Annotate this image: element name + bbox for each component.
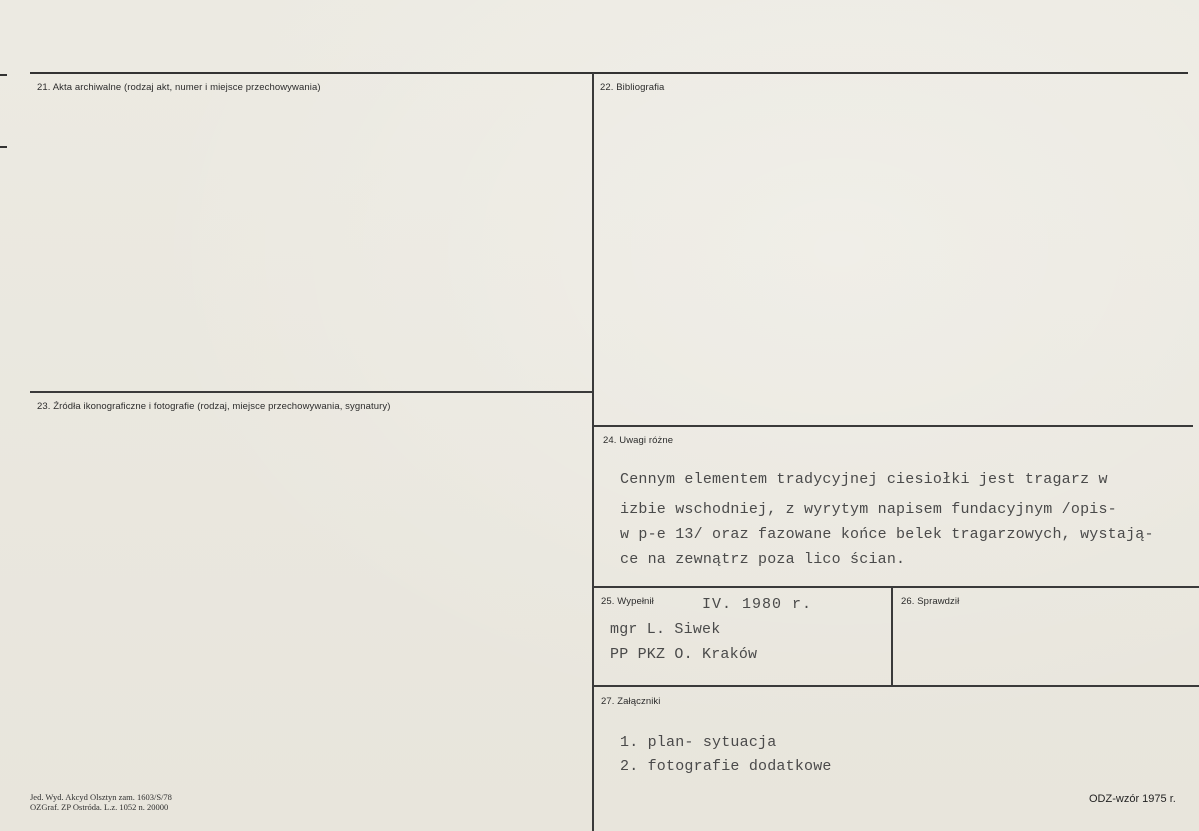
printer-info-line-2: OZGraf. ZP Ostróda. L.z. 1052 n. 20000: [30, 802, 169, 812]
remarks-line: ce na zewnątrz poza lico ścian.: [620, 551, 906, 568]
form-template-id: ODZ-wzór 1975 r.: [1089, 793, 1176, 805]
divider-25-27: [593, 685, 1199, 687]
divider-24-25: [593, 586, 1199, 588]
divider-21-23: [30, 391, 593, 393]
remarks-line: izbie wschodniej, z wyrytym napisem fundacyjnym /opis-: [620, 501, 1117, 518]
section-27-label: 27. Załączniki: [601, 696, 661, 707]
section-23-label: 23. Źródła ikonograficzne i fotografie (rodzaj, miejsce przechowywania, sygnatury): [37, 401, 391, 412]
section-22-label: 22. Bibliografia: [600, 82, 665, 93]
top-rule: [30, 72, 1188, 74]
divider-22-24: [593, 425, 1193, 427]
filled-by-name: mgr L. Siwek: [610, 621, 721, 638]
section-21-label: 21. Akta archiwalne (rodzaj akt, numer i miejsce przechowywania): [37, 82, 321, 93]
divider-25-26: [891, 587, 893, 685]
margin-tick: [0, 146, 7, 148]
filled-by-org: PP PKZ O. Kraków: [610, 646, 758, 663]
section-24-label: 24. Uwagi różne: [603, 435, 674, 446]
remarks-line: Cennym elementem tradycyjnej ciesiołki jest tragarz w: [620, 471, 1108, 488]
printer-info-line-1: Jed. Wyd. Akcyd Olsztyn zam. 1603/S/78: [30, 792, 172, 802]
section-25-label: 25. Wypełnił: [601, 596, 654, 607]
attachment-item: 2. fotografie dodatkowe: [620, 758, 832, 775]
remarks-line: w p-e 13/ oraz fazowane końce belek tragarzowych, wystają-: [620, 526, 1154, 543]
margin-tick: [0, 74, 7, 76]
attachment-item: 1. plan- sytuacja: [620, 734, 777, 751]
section-26-label: 26. Sprawdził: [901, 596, 960, 607]
column-divider: [592, 73, 594, 831]
filled-date: IV. 1980 r.: [702, 596, 813, 613]
